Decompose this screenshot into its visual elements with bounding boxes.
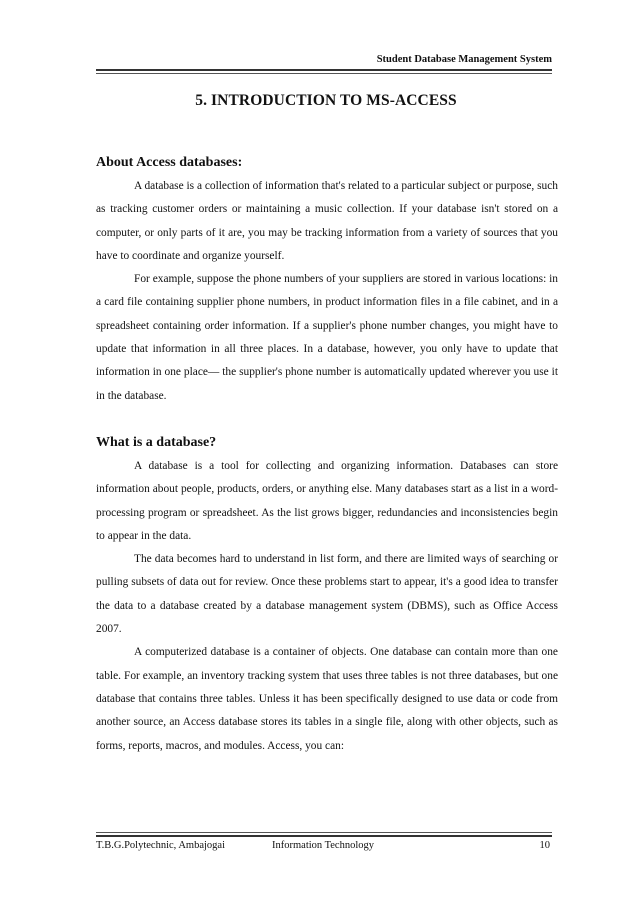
- chapter-title: 5. INTRODUCTION TO MS-ACCESS: [195, 92, 457, 109]
- paragraph: For example, suppose the phone numbers of your suppliers are stored in various locations: in a card file containing supplier phone numbers, in product information files in a file cabinet, and in a spreadsheet containing order information. If a supplier's phone number changes, you might have to update that information in all three places. In a database, however, you only have to update that information in one place— the supplier's phone number is automatically updated wherever you use it in the database.: [96, 273, 558, 402]
- page-number: 10: [539, 840, 550, 851]
- paragraph: A database is a collection of information that's related to a particular subject or purpose, such as tracking customer orders or maintaining a music collection. If your database isn't stored on a computer, or only parts of it are, you may be tracking information from a variety of sources that you have to coordinate and organize yourself.: [96, 180, 559, 262]
- page-body: [96, 151, 558, 758]
- running-header: Student Database Management System: [376, 54, 552, 65]
- paragraph: A database is a tool for collecting and organizing information. Databases can store information about people, products, orders, or anything else. Many databases start as a list in a word-processing program or spreadsheet. As the list grows bigger, redundancies and inconsistencies begin to appear in the data.: [96, 459, 558, 542]
- header-rule-thin: [96, 73, 552, 74]
- footer-rule-thick: [96, 835, 552, 837]
- footer-department: Information Technology: [272, 840, 375, 851]
- paragraph: The data becomes hard to understand in list form, and there are limited ways of searching or pulling subsets of data out for review. Once these problems start to appear, it's a good idea to transfer the data to a database created by a database management system (DBMS), such as Office Access 2007.: [96, 553, 558, 636]
- paragraph: A computerized database is a container of objects. One database can contain more than one table. For example, an inventory tracking system that uses three tables is not three databases, but one database that contains three tables. Unless it has been specifically designed to use data or code from another source, an Access database stores its tables in a single file, along with other objects, such as forms, reports, macros, and modules. Access, you can:: [96, 646, 558, 752]
- section-heading-about-access: About Access databases:: [96, 155, 243, 170]
- footer-rule-thin: [96, 832, 552, 833]
- section-heading-what-is-database: What is a database?: [96, 434, 217, 450]
- footer-institution: T.B.G.Polytechnic, Ambajogai: [96, 840, 225, 851]
- header-rule-thick: [96, 69, 552, 71]
